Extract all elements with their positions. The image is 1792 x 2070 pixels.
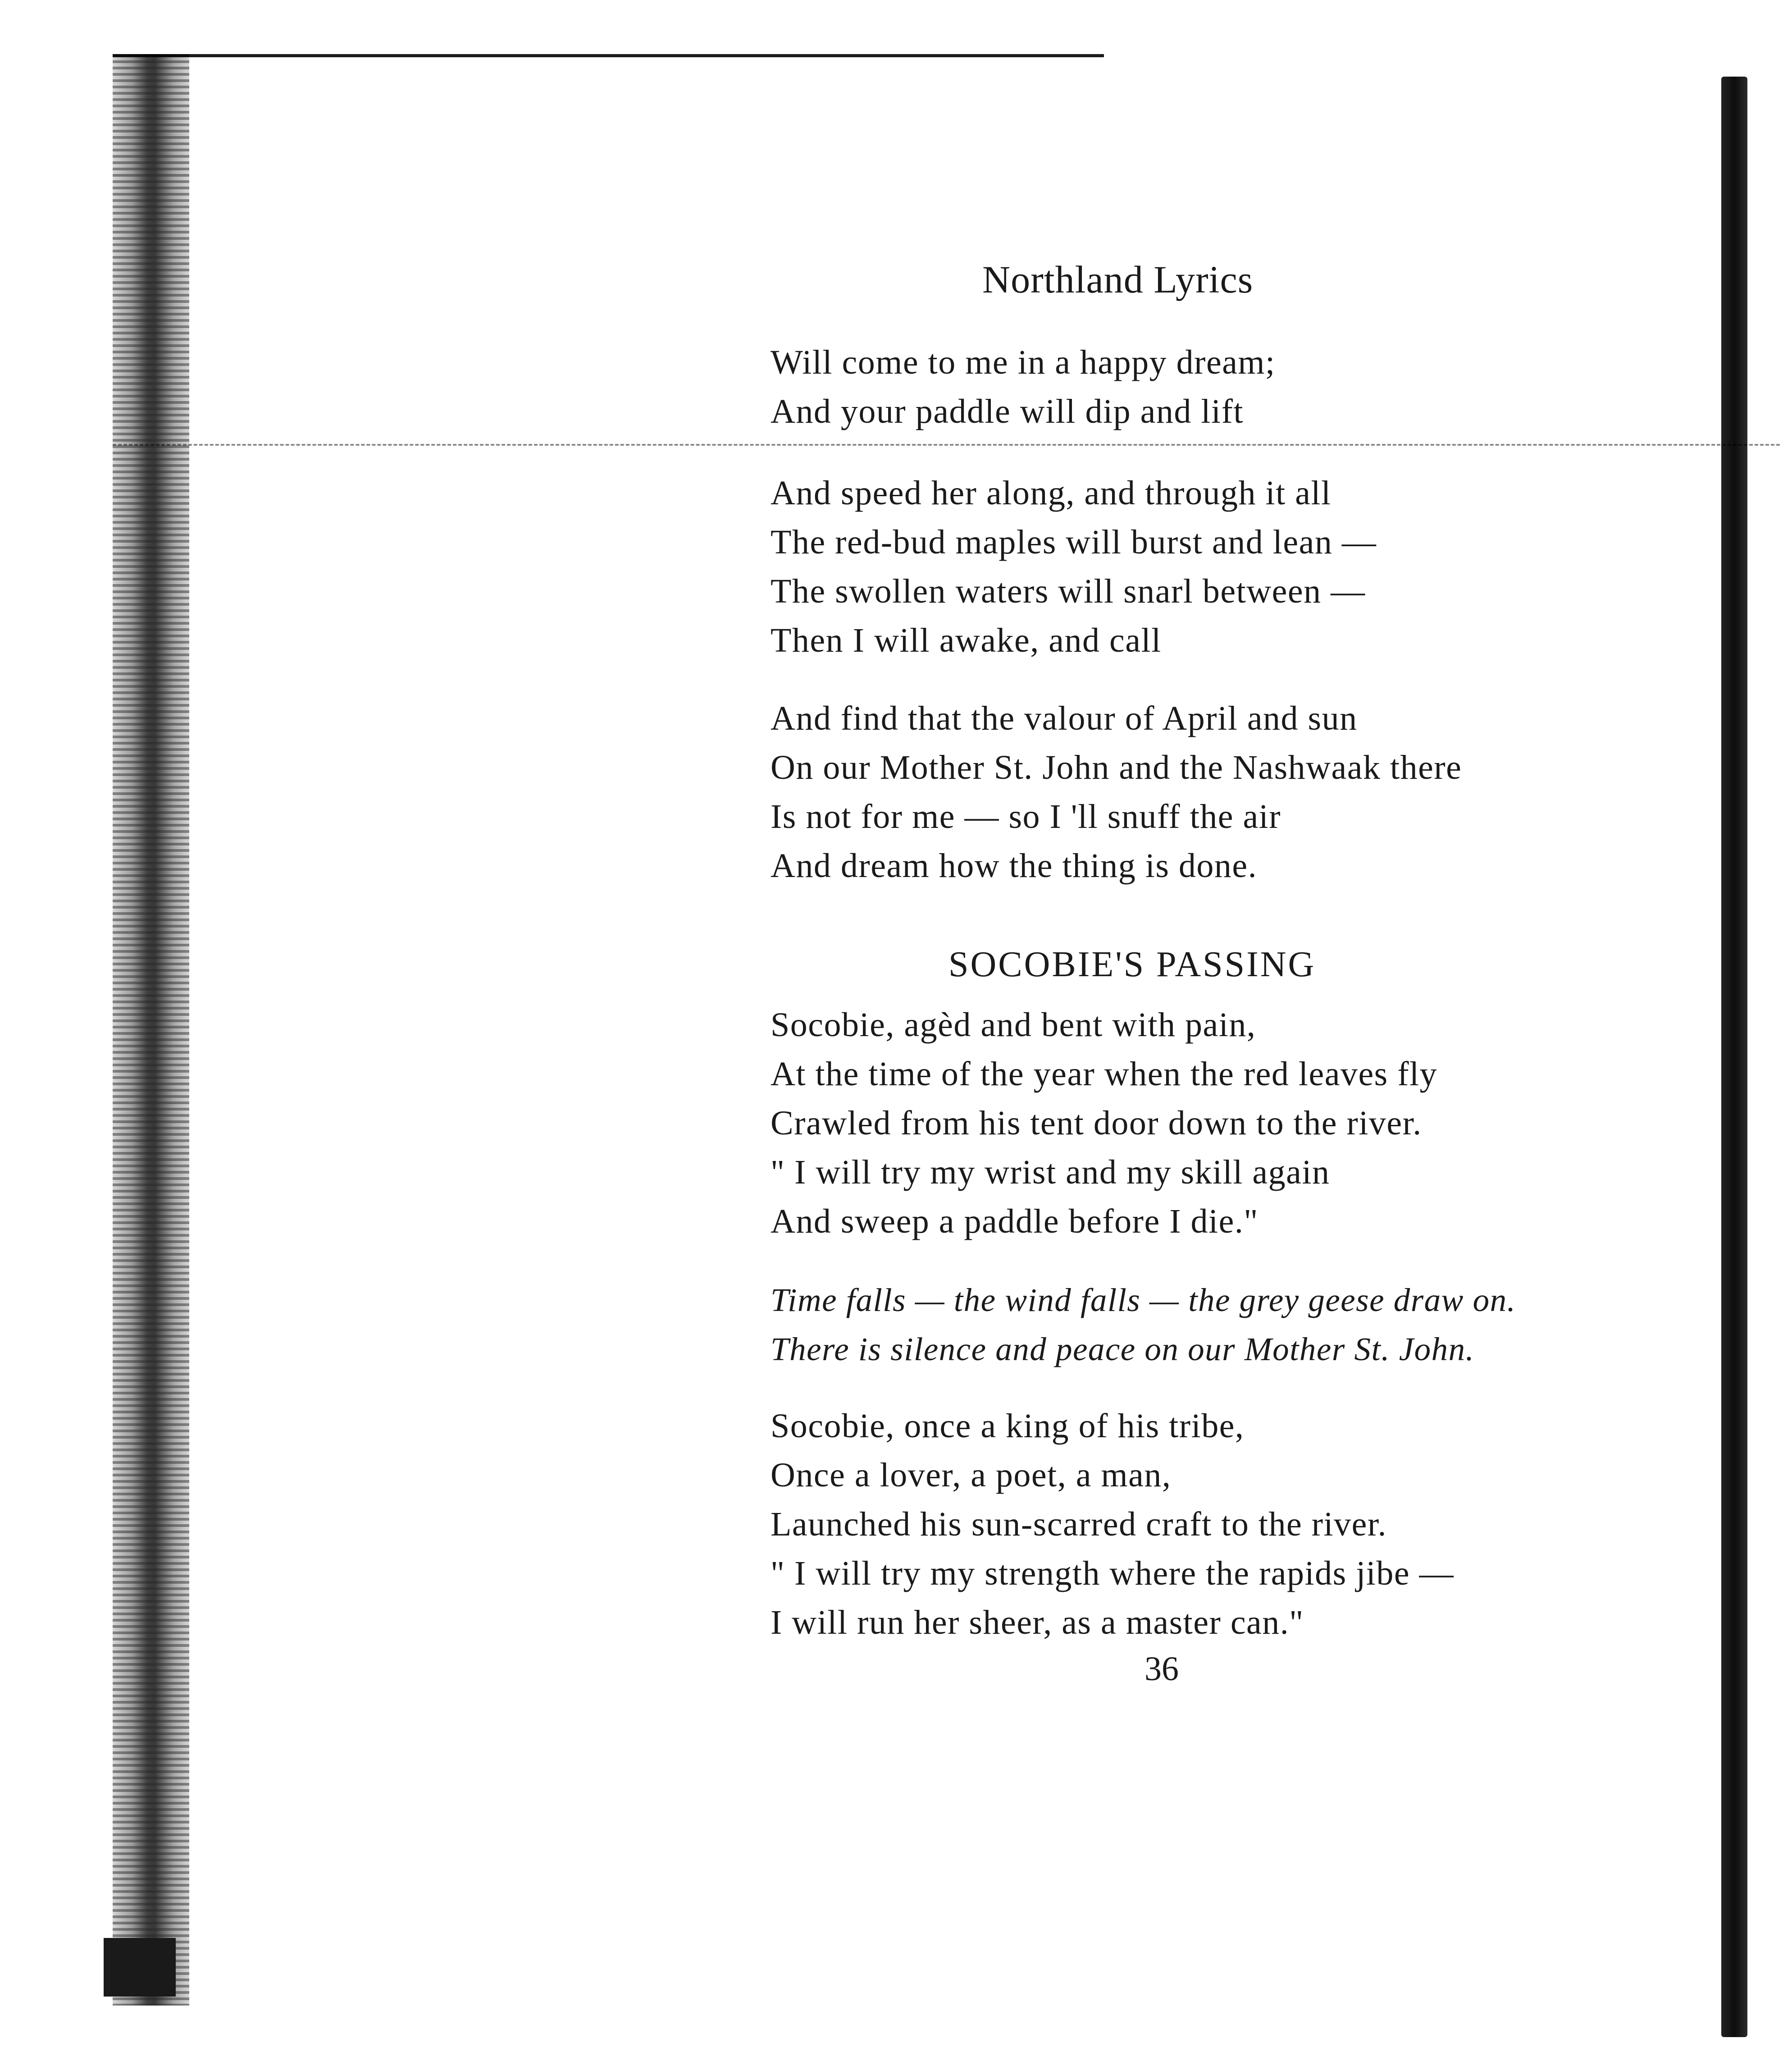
running-head: Northland Lyrics: [982, 258, 1254, 301]
verse-line: Crawled from his tent door down to the river.: [771, 1104, 1422, 1142]
binding-corner-artifact: [104, 1938, 176, 1997]
verse-line: " I will try my wrist and my skill again: [771, 1153, 1330, 1191]
stanza: [771, 1402, 1454, 1647]
verse-line: Socobie, once a king of his tribe,: [771, 1407, 1245, 1445]
verse-line: On our Mother St. John and the Nashwaak there: [771, 749, 1462, 786]
stanza: [771, 338, 1276, 436]
page-number: 36: [1145, 1650, 1179, 1688]
fold-line-artifact: [113, 444, 1780, 446]
verse-line: And speed her along, and through it all: [771, 474, 1331, 512]
poem-title: SOCOBIE'S PASSING: [948, 945, 1316, 984]
refrain-stanza: [771, 1275, 1516, 1374]
verse-line: At the time of the year when the red leaves fly: [771, 1055, 1438, 1093]
verse-line: The swollen waters will snarl between —: [771, 572, 1366, 610]
verse-line: Will come to me in a happy dream;: [771, 343, 1276, 381]
verse-line: And find that the valour of April and sun: [771, 699, 1358, 737]
verse-line: I will run her sheer, as a master can.": [771, 1604, 1304, 1641]
verse-line: Is not for me — so I 'll snuff the air: [771, 798, 1281, 836]
top-rule-artifact: [113, 54, 1104, 57]
page-edge-artifact: [1721, 77, 1747, 2037]
verse-line: Then I will awake, and call: [771, 621, 1162, 659]
verse-line: Launched his sun-scarred craft to the river.: [771, 1505, 1387, 1543]
stanza: [771, 1001, 1437, 1246]
verse-line: Once a lover, a poet, a man,: [771, 1456, 1172, 1494]
refrain-line: There is silence and peace on our Mother St. John.: [771, 1331, 1475, 1367]
verse-line: And your paddle will dip and lift: [771, 393, 1244, 430]
stanza: [771, 469, 1377, 665]
verse-line: And sweep a paddle before I die.": [771, 1202, 1259, 1240]
verse-line: Socobie, agèd and bent with pain,: [771, 1006, 1256, 1044]
stanza: [771, 694, 1462, 891]
verse-line: " I will try my strength where the rapids jibe —: [771, 1554, 1455, 1592]
verse-line: And dream how the thing is done.: [771, 847, 1258, 885]
verse-line: The red-bud maples will burst and lean —: [771, 523, 1377, 561]
refrain-line: Time falls — the wind falls — the grey geese draw on.: [771, 1282, 1516, 1318]
binding-shadow-artifact: [113, 54, 189, 2006]
